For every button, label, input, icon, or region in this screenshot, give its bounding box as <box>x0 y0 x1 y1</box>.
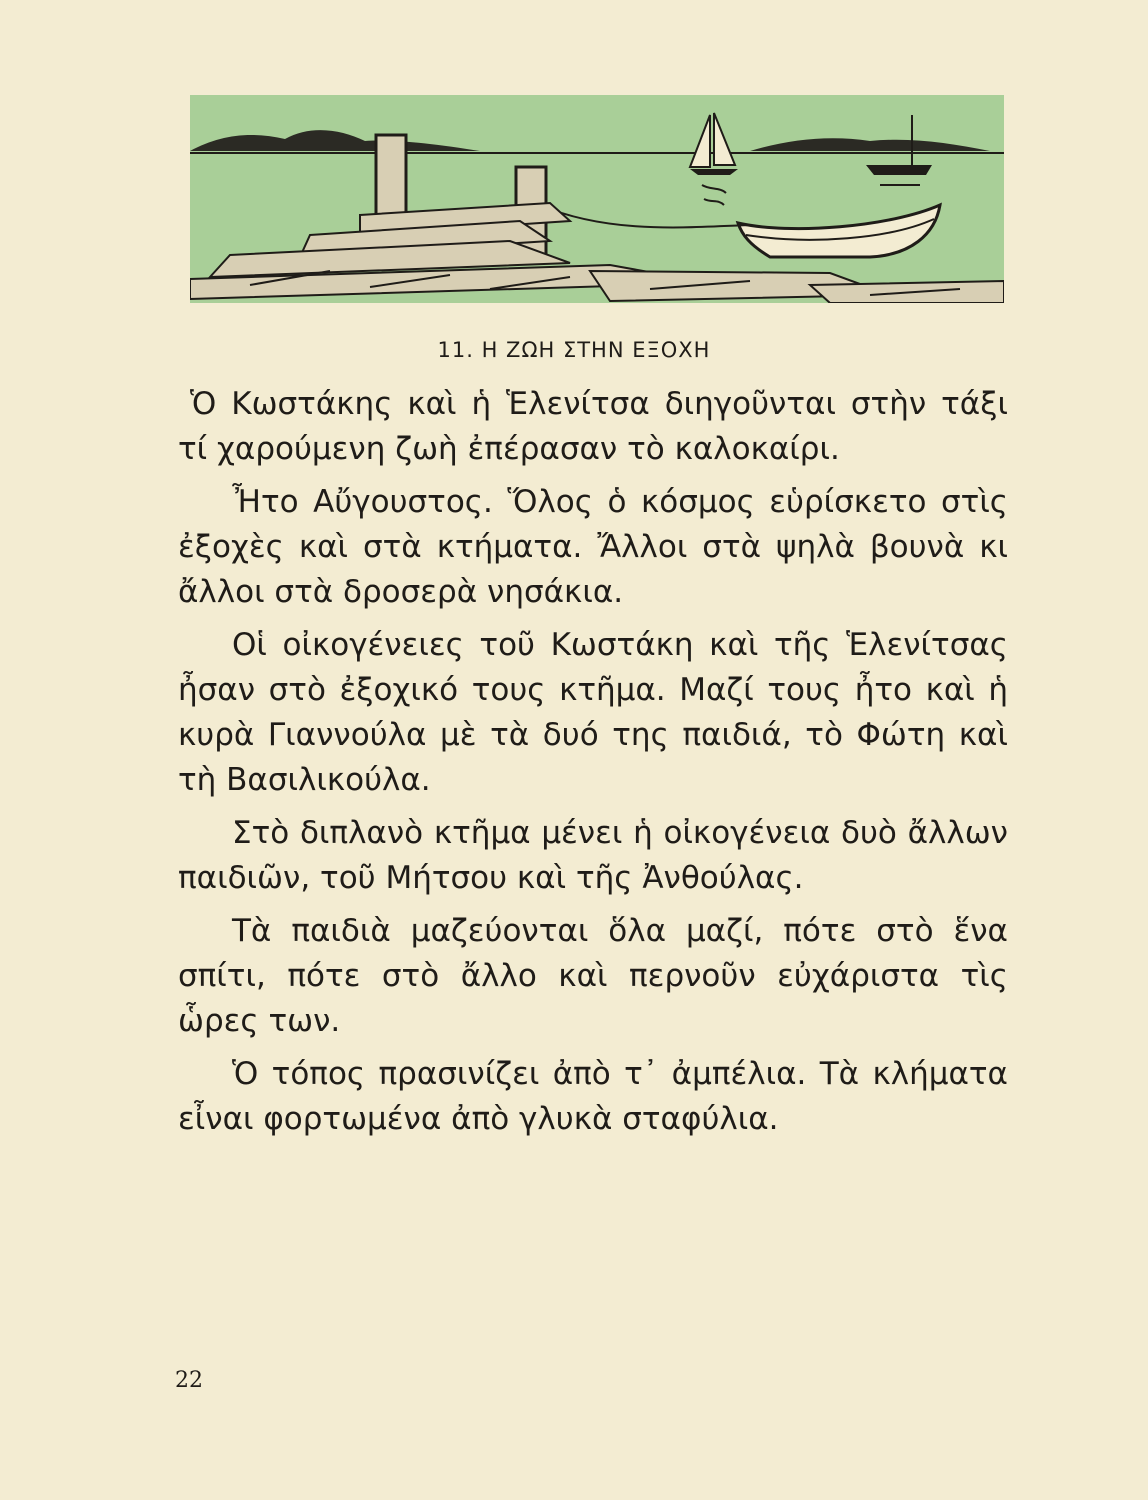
paragraph: Ὁ τόπος πρασινίζει ἀπὸ τ᾿ ἀμπέλια. Τὰ κλήματα εἶναι φορτωμένα ἀπὸ γλυκὰ σταφύλια. <box>178 1056 1008 1137</box>
page-number: 22 <box>175 1368 203 1393</box>
dock-and-boats-drawing <box>190 95 1004 303</box>
paragraph: Ἦτο Αὔγουστος. Ὅλος ὁ κόσμος εὑρίσκετο στὶς ἐξοχὲς καὶ στὰ κτήματα. Ἄλλοι στὰ ψηλὰ βουνὰ κι ἄλλοι στὰ δροσερὰ νησάκια. <box>178 484 1008 610</box>
body-text <box>178 382 1008 1150</box>
paragraph: Οἱ οἰκογένειες τοῦ Κωστάκη καὶ τῆς Ἑλενίτσας ἦσαν στὸ ἐξοχικό τους κτῆμα. Μαζί τους ἦτο καὶ ἡ κυρὰ Γιαννούλα μὲ τὰ δυό της παιδιά, τὸ Φώτη καὶ τὴ Βασιλικούλα. <box>178 627 1008 798</box>
paragraph: Τὰ παιδιὰ μαζεύονται ὅλα μαζί, πότε στὸ ἕνα σπίτι, πότε στὸ ἄλλο καὶ περνοῦν εὐχάριστα τὶς ὧρες των. <box>178 913 1008 1039</box>
harbor-illustration <box>190 95 1004 303</box>
paragraph: Στὸ διπλανὸ κτῆμα μένει ἡ οἰκογένεια δυὸ ἄλλων παιδιῶν, τοῦ Μήτσου καὶ τῆς Ἀνθούλας. <box>178 815 1008 896</box>
paragraph: Ὁ Κωστάκης καὶ ἡ Ἑλενίτσα διηγοῦνται στὴν τάξι τί χαρούμενη ζωὴ ἐπέρασαν τὸ καλοκαίρι. <box>178 386 1008 467</box>
chapter-title: 11. Η ΖΩΗ ΣΤΗΝ ΕΞΟΧΗ <box>437 338 711 362</box>
